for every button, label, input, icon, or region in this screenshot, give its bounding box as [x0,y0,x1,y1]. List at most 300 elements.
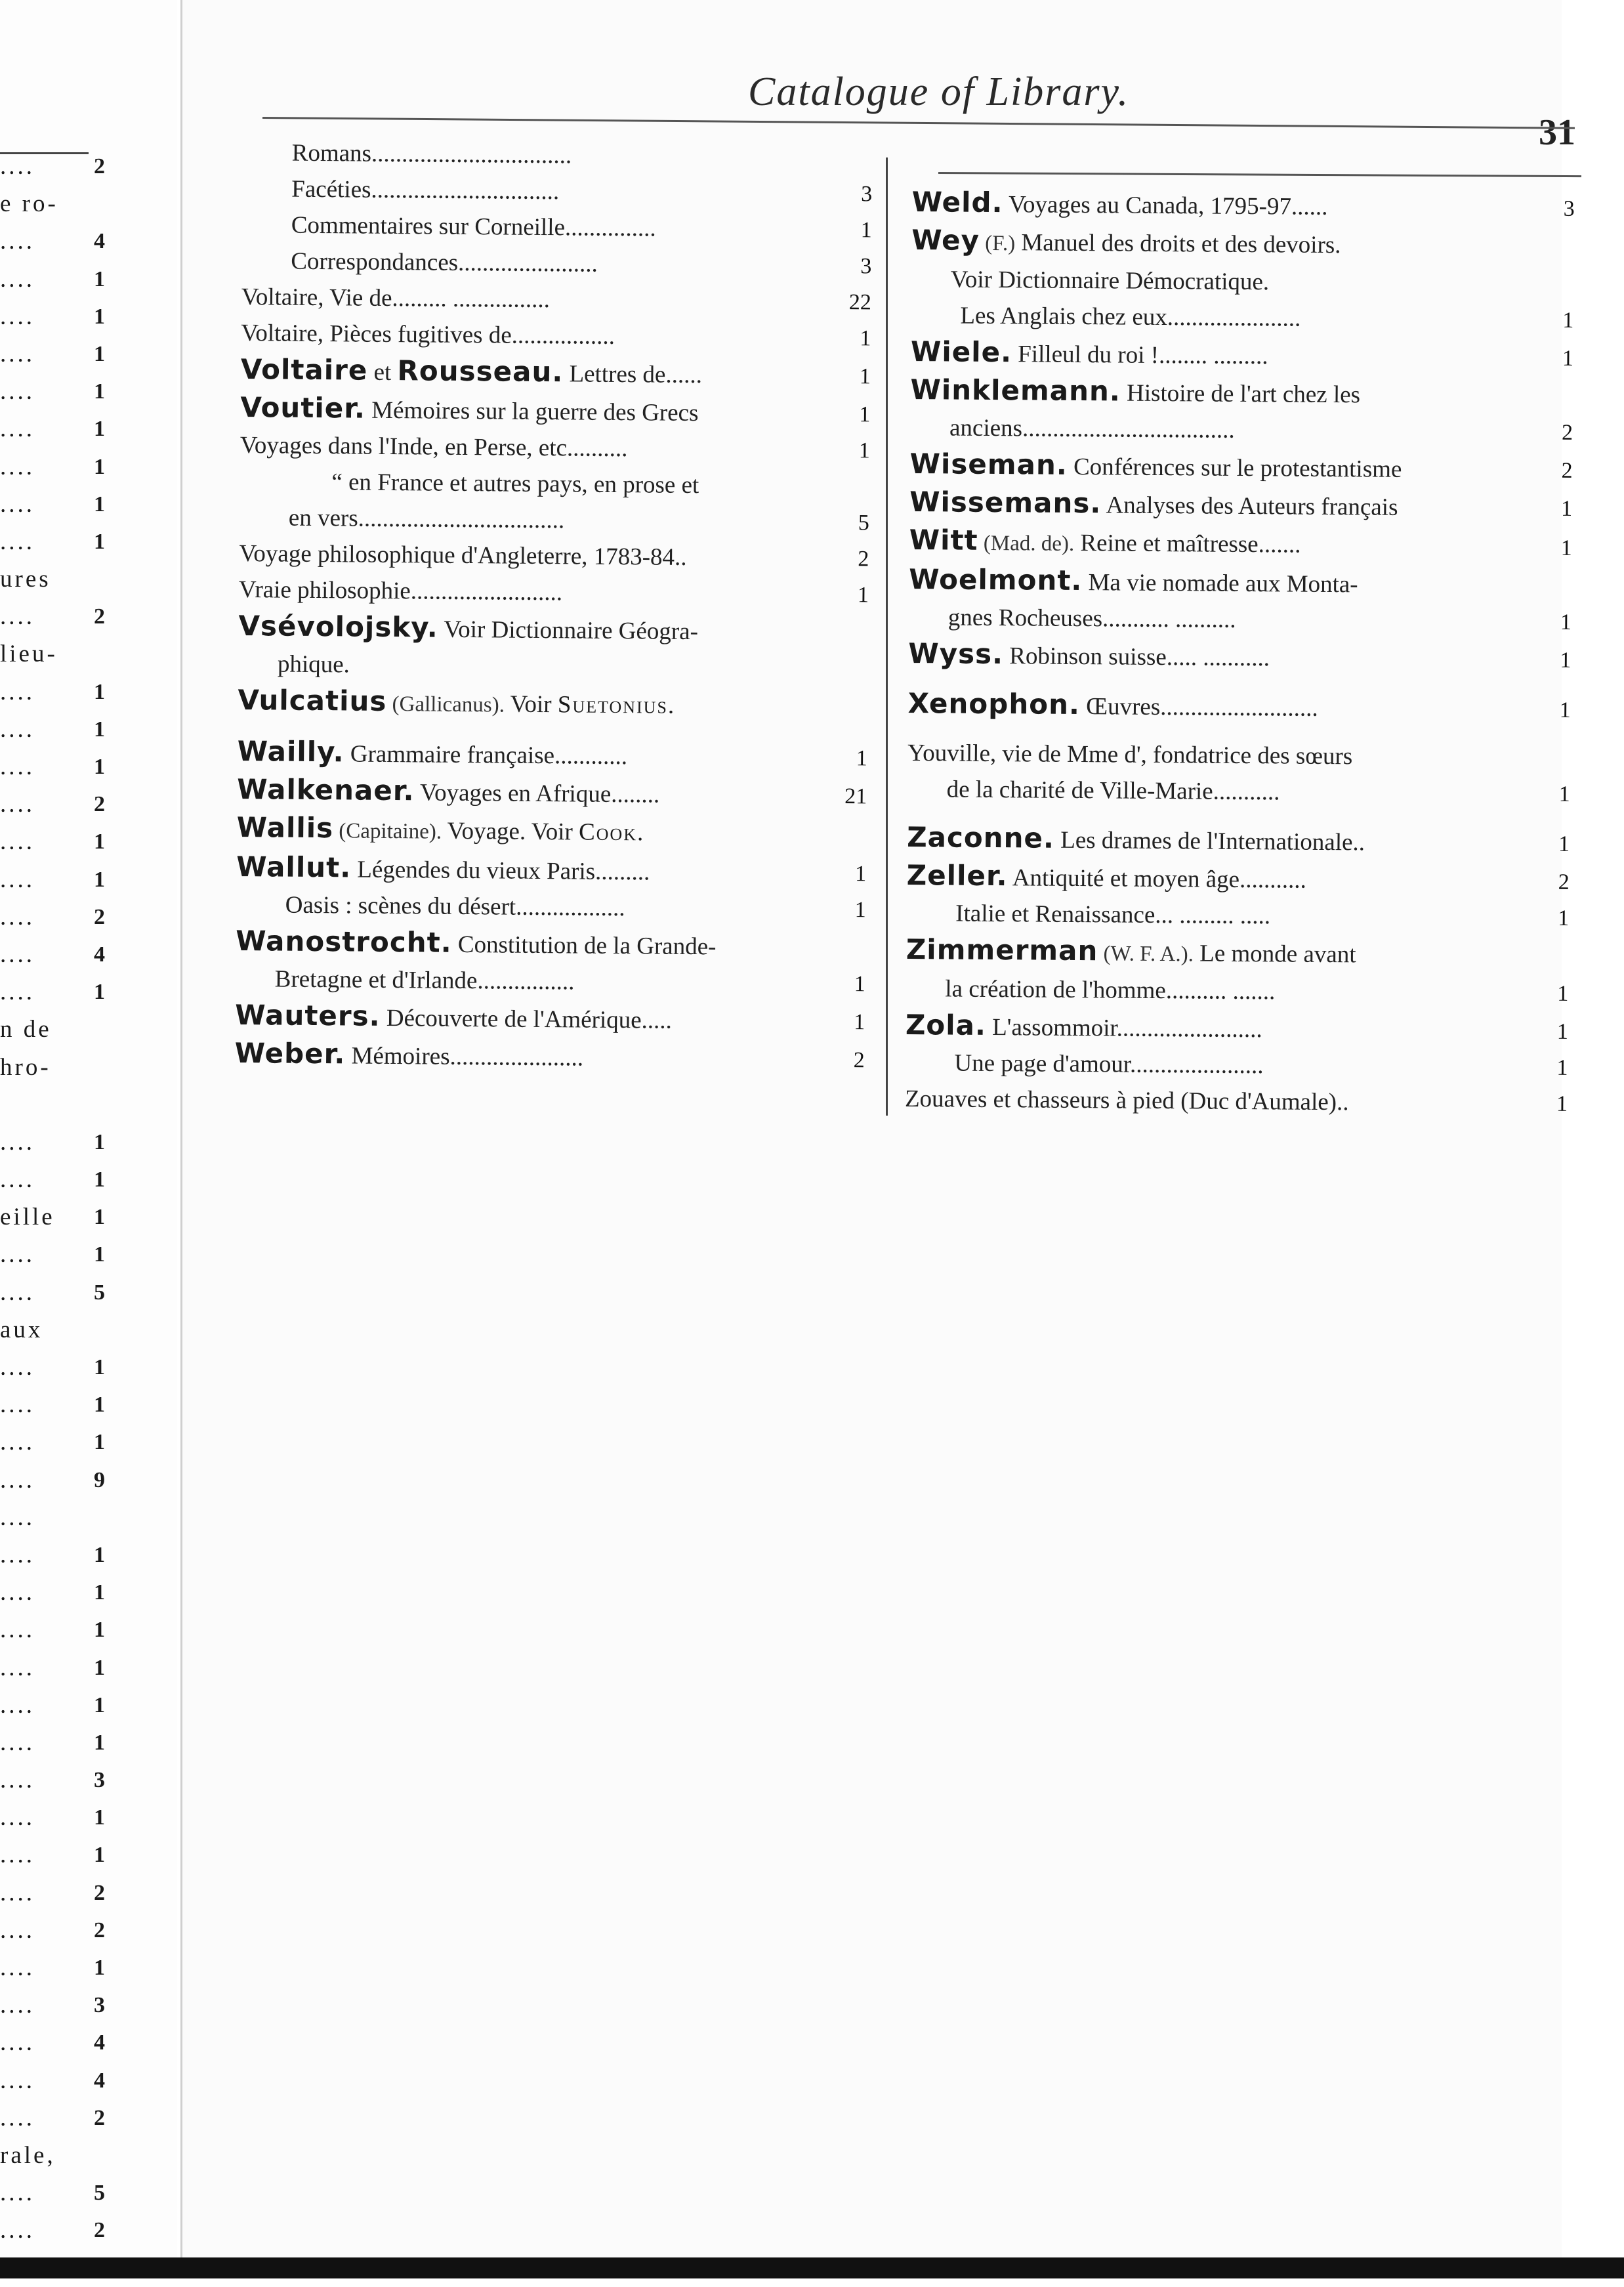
previous-page-line [0,861,105,898]
author-name: Zeller. [907,859,1008,892]
catalogue-entry [909,522,1572,566]
entry-text [237,771,827,814]
previous-page-line [0,1799,105,1836]
author-name: Wallis [237,811,334,844]
author-name: Wallut. [236,850,351,884]
previous-page-text: .... [0,898,35,936]
author-name: Vulcatius [238,684,386,717]
catalogue-entry [909,561,1572,640]
entry-continuation-text: la création de l'homme [945,975,1166,1004]
entry-continuation [909,599,1532,640]
catalogue-entry [243,135,873,176]
previous-page-text: .... [0,861,35,898]
author-name: Winklemann. [910,373,1121,408]
entry-text [241,279,832,320]
leader-dots: ............... [565,214,656,241]
previous-page-count: 2 [85,1874,105,1912]
previous-page-text: .... [0,711,35,748]
previous-page-text: .... [0,1536,35,1574]
previous-page-count: 1 [85,410,105,448]
left-column [235,135,873,1078]
previous-page-count [85,1011,105,1048]
previous-page-text: .... [0,1649,35,1687]
entry-title: Voir Dictionnaire Géogra- [438,616,699,645]
entry-title: Voltaire, Vie de [241,283,392,312]
entry-text [911,333,1534,376]
previous-page-line [0,1874,105,1912]
entry-text [236,887,827,928]
entry-title: Filleul du roi ! [1012,341,1159,369]
entry-title: Voyage. Voir [442,818,579,846]
previous-page-count: 4 [85,2024,105,2061]
previous-page-count: 2 [85,2099,105,2137]
previous-page-count: 1 [85,1349,105,1386]
entry-title: Facéties [291,176,371,203]
volume-count: 2 [1530,864,1569,900]
running-title: Catalogue of Library. [748,69,1129,115]
entry-text [907,819,1530,862]
previous-page-count: 2 [85,148,105,185]
previous-page-count: 1 [85,861,105,898]
previous-page-line [0,1761,105,1799]
volume-count: 2 [1533,414,1573,450]
entry-title: L'assommoir [986,1014,1117,1042]
leader-dots: ........... [1213,778,1280,806]
previous-page-text: n de [0,1011,52,1048]
entry-title: Oasis : scènes du désert [285,892,516,921]
catalogue-entry [236,887,866,928]
leader-dots: ........................ [1117,1015,1262,1043]
catalogue-entry [907,819,1570,862]
author-name: Wiseman. [909,448,1068,481]
leader-dots: ........ ......... [1159,342,1268,369]
entry-title: Voyage philosophique d'Angleterre, 1783-84 [239,540,675,571]
previous-page-count [85,1499,105,1536]
volume-count: 1 [1533,490,1572,526]
previous-page-count: 5 [85,2174,105,2212]
volume-count: 1 [1532,604,1572,640]
previous-page-count: 1 [85,1649,105,1687]
entry-text [240,389,831,432]
previous-page-count: 1 [85,523,105,560]
right-column [905,184,1575,1122]
previous-page-count: 1 [85,1236,105,1273]
author-name: Weld. [912,186,1003,219]
author-name: Wyss. [908,637,1003,670]
previous-page-count: 1 [85,1574,105,1611]
previous-page-count: 1 [85,486,105,523]
entry-text [241,351,831,394]
previous-page-line [0,1386,105,1423]
previous-page-line [0,2062,105,2099]
entry-text [909,522,1532,566]
catalogue-entry [242,171,872,212]
previous-page-line [0,1161,105,1198]
catalogue-entry [906,931,1569,1012]
catalogue-entry [241,351,871,394]
volume-count: 2 [1533,452,1572,488]
previous-page-count: 2 [85,598,105,635]
catalogue-entry [906,895,1569,936]
previous-page-text: .... [0,261,35,298]
previous-page-text: .... [0,1611,35,1648]
leader-dots: ................................. [371,140,572,169]
volume-count: 1 [1534,340,1573,376]
previous-page-line [0,185,105,222]
volume-count: 1 [1528,1049,1568,1085]
entry-text [905,1045,1528,1085]
previous-page-count: 1 [85,1949,105,1986]
leader-dots: ................ [477,967,574,995]
entry-title: Zouaves et chasseurs à pied (Duc d'Aumale) [905,1085,1337,1116]
entry-continuation-text: de la charité de Ville-Marie [947,776,1213,805]
entry-text [241,243,832,284]
previous-page-count: 1 [85,1123,105,1161]
catalogue-entry [239,535,869,577]
entry-title: Constitution de la Grande- [451,931,716,961]
leader-dots: ......... ................ [392,285,550,313]
leader-dots: .................. [516,894,625,921]
author-name: Voltaire [241,353,368,387]
entry-title: Une page d'amour [954,1050,1130,1078]
previous-page-line [0,1724,105,1761]
entry-title: en vers [289,505,358,532]
entry-continuation-text: phique. [278,650,350,678]
author-name: Woelmont. [909,563,1083,597]
volume-count: 3 [833,176,872,213]
entry-continuation [906,971,1529,1011]
previous-page-text: .... [0,2174,35,2212]
entry-text [238,682,828,726]
volume-count: 1 [831,358,871,395]
previous-page-text: .... [0,148,35,185]
previous-page-text: .... [0,1423,35,1461]
previous-page-line [0,261,105,298]
leader-dots: ........... [1239,866,1306,894]
entry-text [906,1007,1529,1049]
previous-page-line [0,898,105,936]
leader-dots: ...... [1291,194,1328,220]
previous-page-line [0,1611,105,1648]
entry-title: Le monde avant [1194,940,1356,968]
previous-page-text: .... [0,936,35,973]
leader-dots: ............ [554,742,627,770]
previous-page-count: 1 [85,1536,105,1574]
volume-count: 1 [1528,1085,1568,1122]
leader-dots: ............................... [371,177,559,205]
previous-page-line [0,486,105,523]
previous-page-text: .... [0,1949,35,1986]
previous-page-count: 1 [85,1611,105,1648]
entry-text [239,499,830,541]
volume-count: 1 [1534,302,1573,338]
leader-dots: .......................... [1160,694,1318,722]
previous-page-column [0,148,105,2287]
previous-page-count: 5 [85,1274,105,1311]
entry-continuation-text: Voir Dictionnaire Démocratique. [951,266,1270,295]
previous-page-count: 1 [85,1386,105,1423]
volume-count: 1 [831,320,871,357]
entry-title: Voyages dans l'Inde, en Perse, etc [240,432,567,461]
previous-page-text: .... [0,1799,35,1836]
previous-page-line [0,1949,105,1986]
leader-dots: .......... ....... [1166,977,1276,1005]
previous-page-line [0,711,105,748]
previous-page-line [0,2099,105,2137]
entry-title: Youville, vie de Mme d', fondatrice des sœurs [907,740,1352,770]
catalogue-entry [241,279,871,320]
previous-page-text: .... [0,298,35,335]
entry-title: Voyages au Canada, 1795-97 [1003,191,1291,220]
volume-count: 3 [1535,190,1575,226]
entry-title: Œuvres [1080,693,1161,721]
previous-page-count: 1 [85,673,105,711]
previous-page-text: hro- [0,1049,51,1086]
previous-page-count: 1 [85,973,105,1011]
volume-count: 1 [825,966,865,1003]
previous-page-line [0,1423,105,1461]
previous-page-count: 1 [85,1799,105,1836]
entry-title: Grammaire française [344,740,554,769]
author-name: Wiele. [911,335,1012,368]
entry-text [242,171,833,212]
previous-page-line [0,1499,105,1536]
catalogue-entry [907,735,1571,812]
scan-border [0,2257,1624,2278]
previous-page-text: lieu- [0,635,58,673]
previous-page-count [85,1311,105,1349]
leader-dots: ...................... [1167,304,1301,332]
previous-page-line [0,1349,105,1386]
author-name: Zaconne. [907,821,1054,854]
volume-count: 1 [831,432,870,469]
entry-text [906,895,1530,936]
previous-page-text: .... [0,523,35,560]
volume-count: 1 [828,740,867,777]
previous-page-count: 2 [85,1912,105,1949]
entry-title: Robinson suisse [1003,642,1167,671]
volume-count: 1 [1531,642,1571,678]
entry-title: Correspondances [291,248,458,276]
previous-page-count: 1 [85,1423,105,1461]
volume-count: 1 [1532,530,1572,566]
entry-title: “ en France et autres pays, en prose et [331,469,699,499]
entry-text [236,849,827,892]
previous-page-text: .... [0,448,35,486]
leader-dots: .. [675,544,687,571]
previous-page-text: .... [0,1761,35,1799]
previous-page-count: 1 [85,373,105,410]
previous-page-count: 4 [85,222,105,260]
author-name: Wauters. [235,999,381,1032]
volume-count: 1 [1529,1013,1568,1049]
entry-text [240,427,831,469]
previous-page-line [0,748,105,786]
author-name: Wey [911,224,980,257]
previous-page-text: .... [0,2062,35,2099]
catalogue-entry [912,184,1575,227]
previous-page-line [0,673,105,711]
previous-page-count: 1 [85,335,105,373]
leader-dots: ........... .......... [1102,605,1236,633]
leader-dots: ................. [512,322,615,350]
entry-text [911,222,1535,302]
previous-page-count: 1 [85,261,105,298]
volume-count: 2 [829,541,869,577]
leader-dots: ...................... [1130,1051,1264,1080]
previous-page-line [0,1311,105,1349]
previous-page-line [0,786,105,823]
leader-dots: ....................... [458,249,598,278]
entry-text [238,733,828,776]
volume-count: 1 [1529,975,1568,1011]
previous-page-count: 1 [85,1687,105,1724]
entry-text [909,484,1533,526]
catalogue-entry [909,484,1572,527]
volume-count: 1 [826,892,865,929]
previous-page-line [0,448,105,486]
volume-count [828,726,867,727]
catalogue-entry [237,771,867,814]
previous-page-text: .... [0,1874,35,1912]
entry-text [912,184,1535,226]
catalogue-entry [236,923,866,1002]
entry-text [911,297,1534,338]
entry-title: Mémoires sur la guerre des Grecs [365,397,699,427]
entry-continuation [238,646,829,687]
leader-dots: ... ......... ..... [1155,902,1270,929]
cross-reference: Cook. [579,819,645,847]
author-name: Wailly. [238,735,344,768]
catalogue-entry [910,371,1573,451]
entry-text [905,1081,1528,1122]
author-name: Zola. [906,1009,986,1041]
catalogue-entry [239,463,869,505]
author-qualifier: (Gallicanus). [386,692,505,717]
volume-count: 1 [1531,692,1571,728]
previous-page-line [0,1123,105,1161]
previous-page-count: 4 [85,936,105,973]
entry-title: Antiquité et moyen âge [1007,864,1239,893]
volume-count: 1 [1531,776,1570,812]
previous-page-line [0,1574,105,1611]
previous-page-text: .... [0,823,35,860]
previous-page-count: 1 [85,1836,105,1874]
previous-page-line [0,1912,105,1949]
page-number: 31 [1539,112,1575,154]
previous-page-count: 2 [85,898,105,936]
catalogue-entry [908,635,1571,679]
previous-page-count: 2 [85,786,105,823]
previous-page-text: .... [0,1499,35,1536]
entry-title: Légendes du vieux Paris [351,856,595,885]
entry-continuation [907,771,1531,812]
leader-dots: ......... [595,858,650,886]
volume-count: 1 [825,1004,865,1041]
previous-page-text: .... [0,748,35,786]
entry-continuation-text: gnes Rocheuses [948,604,1103,632]
entry-title: Reine et maîtresse [1074,530,1259,558]
leader-dots: ...... [665,362,702,388]
previous-page-count: 3 [85,1761,105,1799]
catalogue-entry [238,682,867,726]
previous-page-line [0,560,105,598]
previous-page-count [85,1086,105,1123]
previous-page-line [0,1986,105,2024]
catalogue-entry [241,243,871,284]
previous-page-line [0,523,105,560]
entry-text [242,207,833,248]
leader-dots: .. [1337,1089,1349,1116]
previous-page-text: .... [0,373,35,410]
volume-count: 1 [1530,900,1569,936]
author-qualifier: (Capitaine). [333,819,442,843]
previous-page-line [0,2174,105,2212]
entry-title: Mémoires [345,1042,450,1070]
entry-text [239,572,829,613]
previous-page-line [0,598,105,635]
previous-page-count: 1 [85,1724,105,1761]
entry-text [908,635,1531,678]
entry-title: Analyses des Auteurs français [1101,492,1398,521]
catalogue-entry [242,207,872,248]
catalogue-entry [237,809,867,854]
catalogue-entry [906,857,1569,900]
catalogue-entry [909,446,1572,489]
volume-count: 1 [831,396,870,433]
entry-text [235,1035,825,1078]
catalogue-entry [905,1045,1568,1086]
previous-page-text: .... [0,673,35,711]
previous-page-text: .... [0,1574,35,1611]
catalogue-entry [905,1081,1568,1122]
catalogue-entry [908,685,1571,728]
author-name: Vsévolojsky. [238,610,438,644]
previous-page-text: .... [0,1836,35,1874]
entry-continuation [911,261,1535,302]
previous-page-line [0,1461,105,1499]
entry-text [909,446,1533,488]
previous-page-text: .... [0,222,35,260]
entry-title: Découverte de l'Amérique [380,1005,641,1034]
previous-page-text: .... [0,1687,35,1724]
leader-dots: ....... [1259,531,1301,558]
previous-page-line [0,1086,105,1123]
catalogue-entry [235,997,865,1040]
entry-title: Conférences sur le protestantisme [1068,453,1402,483]
previous-page-text: rale, [0,2137,56,2174]
previous-page-line [0,823,105,860]
previous-page-count [85,1049,105,1086]
entry-continuation-text: anciens [949,414,1022,442]
column-divider [886,157,888,1116]
entry-text [910,371,1534,450]
previous-page-text: .... [0,1123,35,1161]
previous-page-line [0,373,105,410]
leader-dots: .. [1352,829,1365,856]
previous-page-count: 1 [85,1161,105,1198]
entry-title: Lettres de [563,360,666,388]
previous-page-line [0,410,105,448]
previous-page-text: .... [0,2024,35,2061]
entry-title: Les drames de l'Internationale [1054,827,1353,856]
volume-count: 1 [1530,826,1570,862]
entry-text [241,315,831,356]
entry-text [243,135,833,176]
catalogue-entry [240,427,870,469]
catalogue-entry [239,572,869,613]
previous-page-line [0,635,105,673]
